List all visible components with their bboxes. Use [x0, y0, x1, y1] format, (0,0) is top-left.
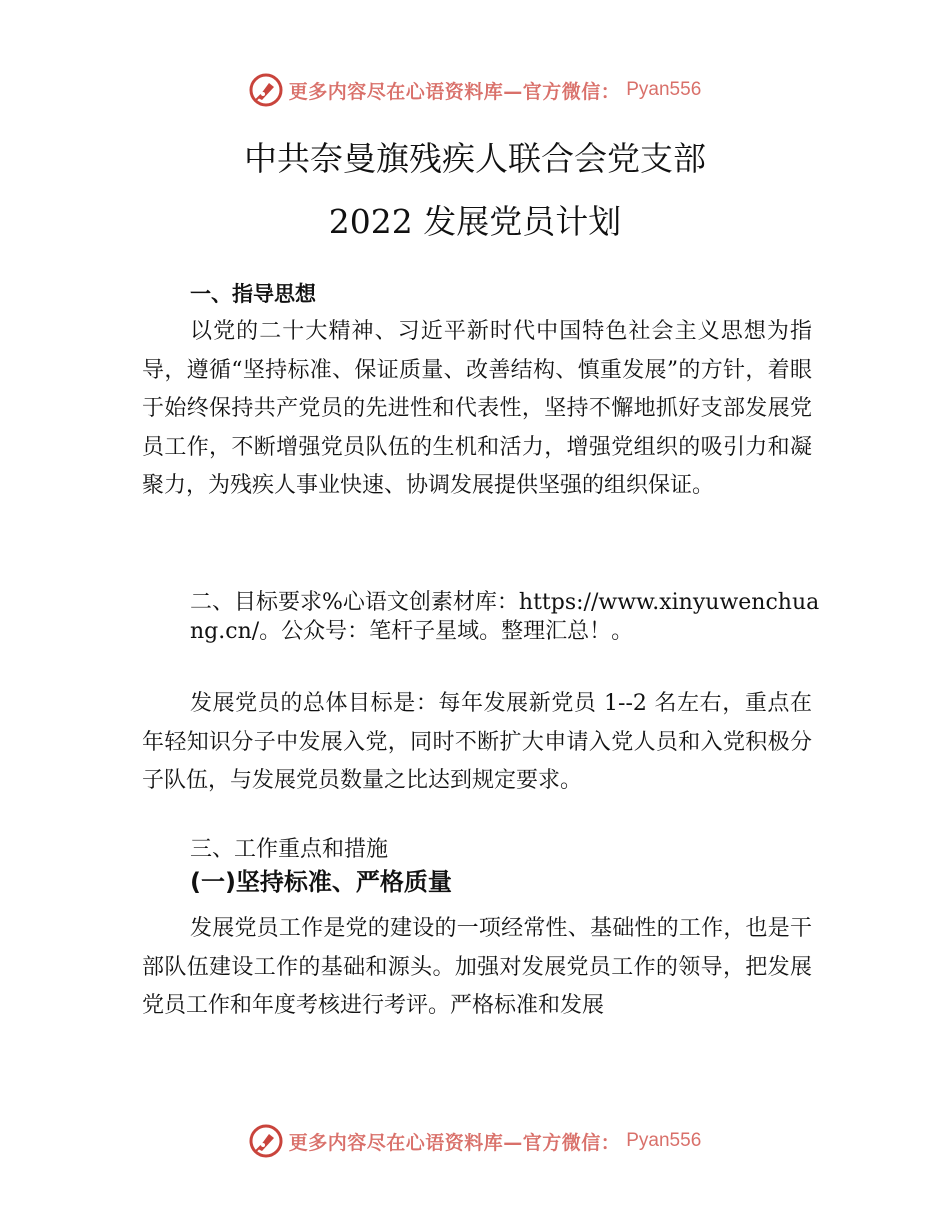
section3-heading: 三、工作重点和措施	[190, 837, 389, 862]
section1-paragraph: 以党的二十大精神、习近平新时代中国特色社会主义思想为指导，遵循“坚持标准、保证质量、改善结构、慎重发展”的方针，着眼于始终保持共产党员的先进性和代表性，坚持不懈地抓好支部发展党员工作，不断增强党员队伍的生机和活力，增强党组织的吸引力和凝聚力，为残疾人事业快速、协调发展提供坚强的组织保证。	[142, 319, 812, 498]
footer-watermark-banner	[0, 1121, 950, 1161]
header-watermark-banner	[0, 70, 950, 110]
banner-text: 更多内容尽在心语资料库—官方微信：	[288, 1131, 621, 1154]
banner-wechat-id: Pyan556	[626, 79, 702, 100]
pen-nib-logo-icon	[249, 73, 283, 107]
section3-paragraph: 发展党员工作是党的建设的一项经常性、基础性的工作，也是干部队伍建设工作的基础和源头。加强对发展党员工作的领导，把发展党员工作和年度考核进行考评。严格标准和发展	[142, 916, 812, 1018]
document-subtitle: 2022 发展党员计划	[328, 202, 622, 241]
section1-heading: 一、指导思想	[190, 282, 316, 306]
pen-nib-logo-icon	[249, 1124, 283, 1158]
section2-paragraph: 发展党员的总体目标是：每年发展新党员 1--2 名左右，重点在年轻知识分子中发展入党，同时不断扩大申请入党人员和入党积极分子队伍，与发展党员数量之比达到规定要求。	[142, 691, 812, 793]
section3-subheading: (一)坚持标准、严格质量	[190, 868, 452, 896]
document-title: 中共奈曼旗残疾人联合会党支部	[244, 139, 706, 178]
section2-heading: 二、目标要求%心语文创素材库：https://www.xinyuwenchuang.cn/。公众号：笔杆子星域。整理汇总！。	[190, 590, 820, 644]
banner-text: 更多内容尽在心语资料库—官方微信：	[288, 80, 621, 103]
banner-wechat-id: Pyan556	[626, 1130, 702, 1151]
